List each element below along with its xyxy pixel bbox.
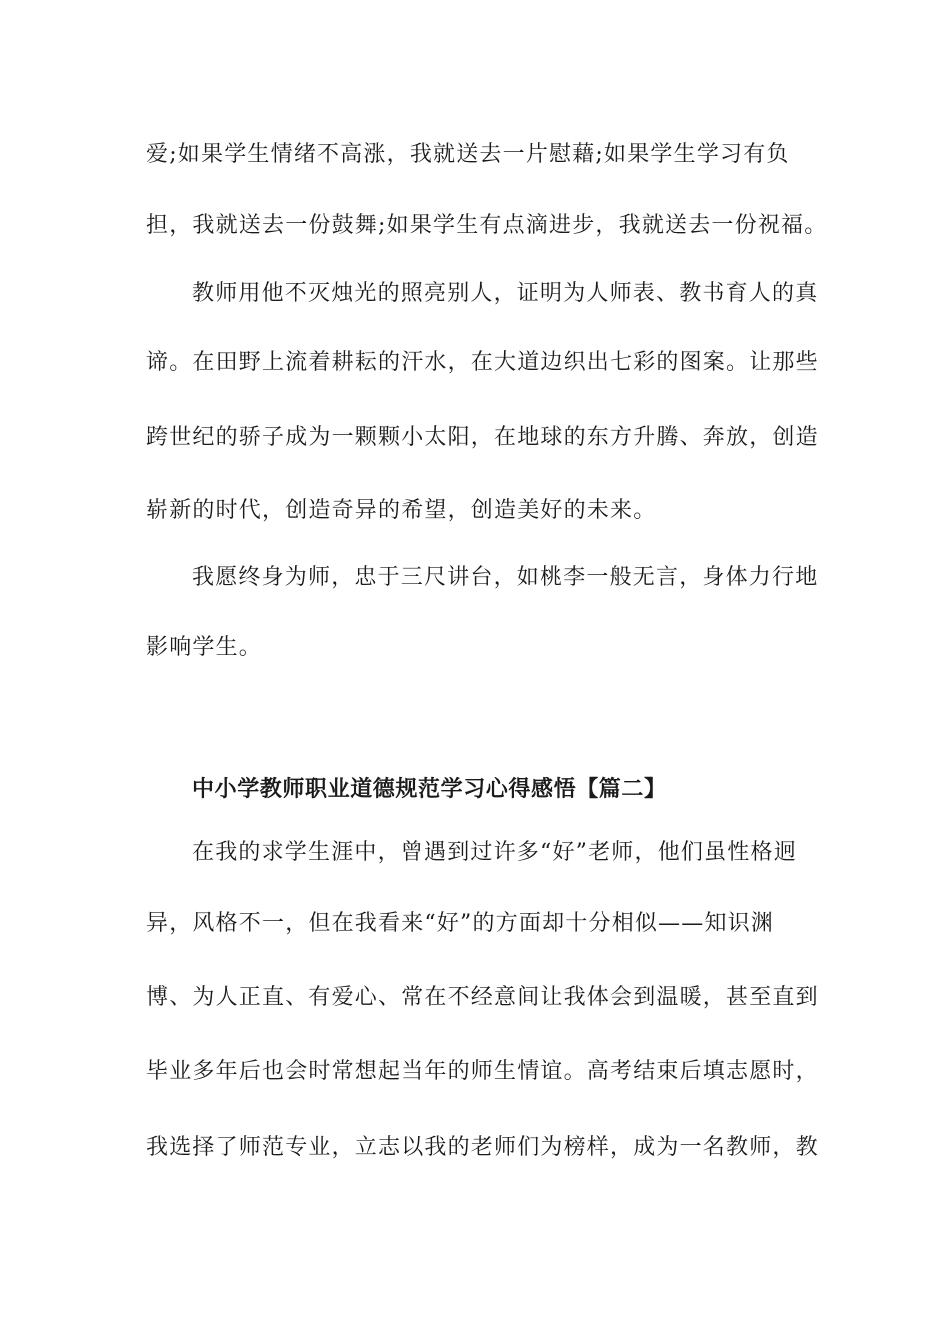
paragraph-line: 我愿终身为师，忠于三尺讲台，如桃李一般无言，身体力行地: [192, 565, 819, 590]
paragraph-line: 影响学生。: [146, 635, 263, 660]
paragraph-line: 担，我就送去一份鼓舞;如果学生有点滴进步，我就送去一份祝福。: [146, 213, 828, 238]
paragraph-line: 教师用他不灭烛光的照亮别人，证明为人师表、教书育人的真: [192, 281, 819, 306]
section-heading: 中小学教师职业道德规范学习心得感悟【篇二】: [192, 776, 667, 802]
paragraph-line: 毕业多年后也会时常想起当年的师生情谊。高考结束后填志愿时，: [146, 1059, 819, 1084]
paragraph-line: 崭新的时代，创造奇异的希望，创造美好的未来。: [146, 498, 657, 523]
paragraph-line: 在我的求学生涯中，曾遇到过许多“好”老师，他们虽性格迥: [192, 840, 797, 865]
paragraph-line: 异，风格不一，但在我看来“好”的方面却十分相似——知识渊: [146, 911, 775, 936]
paragraph-line: 博、为人正直、有爱心、常在不经意间让我体会到温暖，甚至直到: [146, 985, 819, 1010]
paragraph-line: 我选择了师范专业，立志以我的老师们为榜样，成为一名教师，教: [146, 1135, 819, 1160]
paragraph-line: 谛。在田野上流着耕耘的汗水，在大道边织出七彩的图案。让那些: [146, 350, 819, 375]
paragraph-line: 爱;如果学生情绪不高涨，我就送去一片慰藉;如果学生学习有负: [146, 142, 790, 167]
paragraph-line: 跨世纪的骄子成为一颗颗小太阳，在地球的东方升腾、奔放，创造: [146, 425, 819, 450]
